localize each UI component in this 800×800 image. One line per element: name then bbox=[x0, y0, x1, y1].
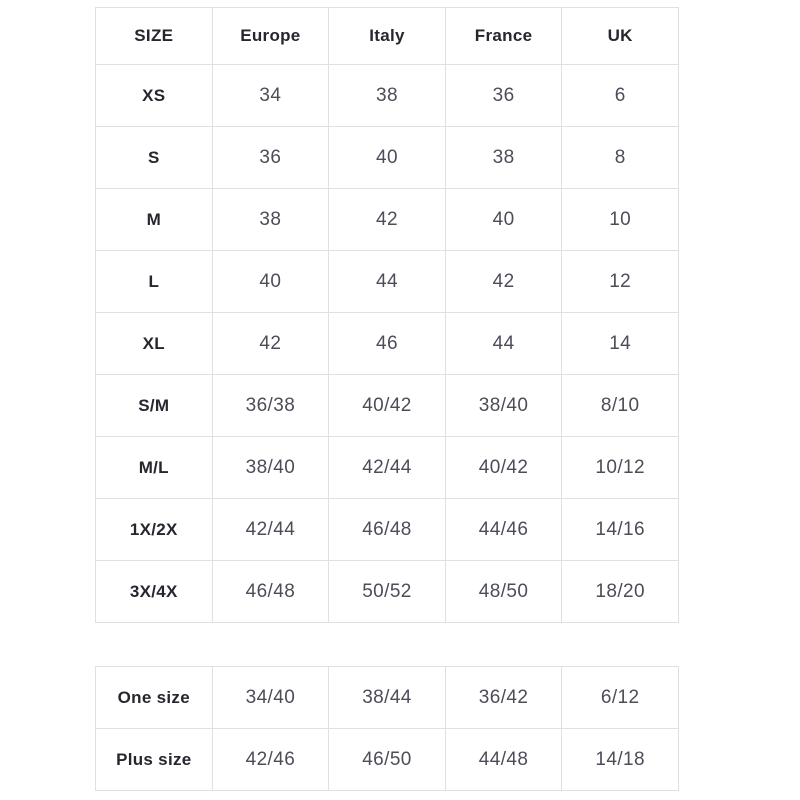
column-header-europe: Europe bbox=[212, 8, 329, 65]
table-row-one-size bbox=[96, 667, 679, 729]
size-label-cell: S/M bbox=[96, 375, 213, 437]
column-header-uk: UK bbox=[562, 8, 679, 65]
value-cell: 42 bbox=[212, 313, 329, 375]
value-cell: 50/52 bbox=[329, 561, 446, 623]
value-cell: 6 bbox=[562, 65, 679, 127]
table-row-m bbox=[96, 189, 679, 251]
size-conversion-table bbox=[95, 7, 679, 623]
value-cell: 44 bbox=[329, 251, 446, 313]
value-cell: 14/16 bbox=[562, 499, 679, 561]
table-row-ml bbox=[96, 437, 679, 499]
value-cell: 40/42 bbox=[445, 437, 562, 499]
value-cell: 14 bbox=[562, 313, 679, 375]
value-cell: 44/48 bbox=[445, 729, 562, 791]
size-label-cell: Plus size bbox=[96, 729, 213, 791]
table-row-1x2x bbox=[96, 499, 679, 561]
size-label-cell: S bbox=[96, 127, 213, 189]
table-row-sm bbox=[96, 375, 679, 437]
one-size-plus-size-table bbox=[95, 666, 679, 791]
value-cell: 36 bbox=[212, 127, 329, 189]
value-cell: 44 bbox=[445, 313, 562, 375]
size-label-cell: 3X/4X bbox=[96, 561, 213, 623]
size-label-cell: 1X/2X bbox=[96, 499, 213, 561]
size-label-cell: M/L bbox=[96, 437, 213, 499]
value-cell: 38/40 bbox=[212, 437, 329, 499]
value-cell: 38 bbox=[329, 65, 446, 127]
value-cell: 12 bbox=[562, 251, 679, 313]
value-cell: 38 bbox=[212, 189, 329, 251]
value-cell: 8/10 bbox=[562, 375, 679, 437]
value-cell: 10 bbox=[562, 189, 679, 251]
value-cell: 38 bbox=[445, 127, 562, 189]
value-cell: 8 bbox=[562, 127, 679, 189]
value-cell: 40 bbox=[329, 127, 446, 189]
value-cell: 42/46 bbox=[212, 729, 329, 791]
value-cell: 48/50 bbox=[445, 561, 562, 623]
value-cell: 36 bbox=[445, 65, 562, 127]
table-row-s bbox=[96, 127, 679, 189]
value-cell: 10/12 bbox=[562, 437, 679, 499]
value-cell: 36/38 bbox=[212, 375, 329, 437]
value-cell: 36/42 bbox=[445, 667, 562, 729]
table-row-l bbox=[96, 251, 679, 313]
value-cell: 46/50 bbox=[329, 729, 446, 791]
table-row-3x4x bbox=[96, 561, 679, 623]
value-cell: 34 bbox=[212, 65, 329, 127]
value-cell: 40/42 bbox=[329, 375, 446, 437]
value-cell: 14/18 bbox=[562, 729, 679, 791]
table-row-xl bbox=[96, 313, 679, 375]
header-row bbox=[96, 8, 679, 65]
size-label-cell: L bbox=[96, 251, 213, 313]
value-cell: 18/20 bbox=[562, 561, 679, 623]
size-label-cell: M bbox=[96, 189, 213, 251]
size-label-cell: XS bbox=[96, 65, 213, 127]
value-cell: 42/44 bbox=[212, 499, 329, 561]
value-cell: 42/44 bbox=[329, 437, 446, 499]
value-cell: 46/48 bbox=[329, 499, 446, 561]
column-header-france: France bbox=[445, 8, 562, 65]
size-label-cell: XL bbox=[96, 313, 213, 375]
value-cell: 34/40 bbox=[212, 667, 329, 729]
table-row-plus-size bbox=[96, 729, 679, 791]
value-cell: 44/46 bbox=[445, 499, 562, 561]
size-label-cell: One size bbox=[96, 667, 213, 729]
value-cell: 38/44 bbox=[329, 667, 446, 729]
table-row-xs bbox=[96, 65, 679, 127]
value-cell: 6/12 bbox=[562, 667, 679, 729]
value-cell: 40 bbox=[212, 251, 329, 313]
value-cell: 46/48 bbox=[212, 561, 329, 623]
value-cell: 46 bbox=[329, 313, 446, 375]
value-cell: 42 bbox=[445, 251, 562, 313]
column-header-size: SIZE bbox=[96, 8, 213, 65]
column-header-italy: Italy bbox=[329, 8, 446, 65]
value-cell: 42 bbox=[329, 189, 446, 251]
value-cell: 38/40 bbox=[445, 375, 562, 437]
value-cell: 40 bbox=[445, 189, 562, 251]
